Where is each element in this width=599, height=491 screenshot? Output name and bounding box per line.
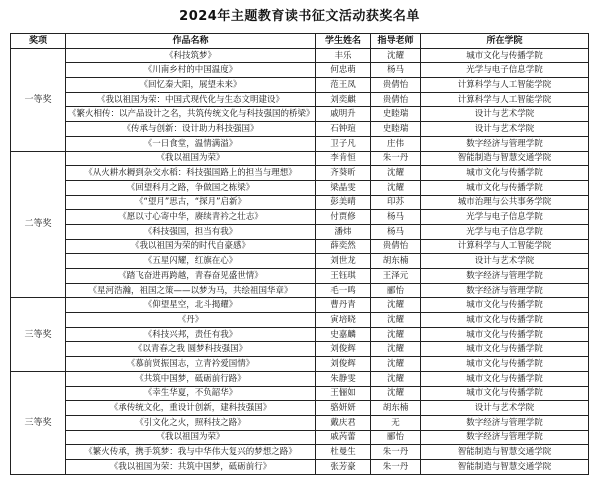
teacher-name-cell: 庄伟 (371, 136, 421, 151)
work-title-cell: 《我以祖国为荣》 (66, 430, 316, 445)
table-row (11, 269, 589, 284)
work-title-cell: 《我以祖国为荣：中国式现代化与生态文明建设》 (66, 92, 316, 107)
student-name-cell: 刘俊辉 (316, 342, 371, 357)
table-row (11, 430, 589, 445)
work-title-cell: 《繁火传承，携手筑梦：我与中华伟大复兴的梦想之路》 (66, 445, 316, 460)
work-title-cell: 《科技兴邦，责任有我》 (66, 327, 316, 342)
teacher-name-cell: 印苏 (371, 195, 421, 210)
college-cell: 城市文化与传播学院 (421, 180, 589, 195)
table-row (11, 122, 589, 137)
teacher-name-cell: 沈耀 (371, 298, 421, 313)
college-cell: 计算科学与人工智能学院 (421, 239, 589, 254)
table-row (11, 48, 589, 63)
student-name-cell: 毛一鸣 (316, 283, 371, 298)
student-name-cell: 戚明升 (316, 107, 371, 122)
table-row (11, 136, 589, 151)
teacher-name-cell: 郦怡 (371, 430, 421, 445)
college-cell: 数字经济与管理学院 (421, 430, 589, 445)
college-cell: 城市文化与传播学院 (421, 386, 589, 401)
work-title-cell: 《“望月”思古，“探月”启新》 (66, 195, 316, 210)
work-title-cell: 《我以祖国为荣的时代自豪感》 (66, 239, 316, 254)
award-level-cell: 一等奖 (11, 48, 66, 151)
header-teacher: 指导老师 (371, 34, 421, 49)
work-title-cell: 《共筑中国梦，砥砺前行路》 (66, 371, 316, 386)
college-cell: 光学与电子信息学院 (421, 224, 589, 239)
work-title-cell: 《一日食堂，温情满溢》 (66, 136, 316, 151)
teacher-name-cell: 胡东楠 (371, 401, 421, 416)
college-cell: 光学与电子信息学院 (421, 63, 589, 78)
teacher-name-cell: 朱一丹 (371, 459, 421, 474)
header-work: 作品名称 (66, 34, 316, 49)
header-award: 奖项 (11, 34, 66, 49)
table-row (11, 342, 589, 357)
teacher-name-cell: 贵倩怡 (371, 239, 421, 254)
work-title-cell: 《踏飞奋进再跨越，青春奋见盛世情》 (66, 269, 316, 284)
teacher-name-cell: 贵倩怡 (371, 78, 421, 93)
college-cell: 计算科学与人工智能学院 (421, 92, 589, 107)
award-level-cell: 三等奖 (11, 371, 66, 474)
teacher-name-cell: 沈耀 (371, 48, 421, 63)
award-table (10, 33, 589, 475)
table-row (11, 445, 589, 460)
student-name-cell: 刘世龙 (316, 254, 371, 269)
teacher-name-cell: 朱一丹 (371, 151, 421, 166)
teacher-name-cell: 杨马 (371, 224, 421, 239)
work-title-cell: 《传承与创新：设计助力科技强国》 (66, 122, 316, 137)
teacher-name-cell: 沈耀 (371, 166, 421, 181)
teacher-name-cell: 史睦瑞 (371, 122, 421, 137)
college-cell: 数字经济与管理学院 (421, 415, 589, 430)
work-title-cell: 《五星闪耀，红旗在心》 (66, 254, 316, 269)
college-cell: 设计与艺术学院 (421, 107, 589, 122)
table-row (11, 313, 589, 328)
work-title-cell: 《科技强国，担当有我》 (66, 224, 316, 239)
college-cell: 光学与电子信息学院 (421, 210, 589, 225)
student-name-cell: 丰乐 (316, 48, 371, 63)
award-table-body (11, 48, 589, 474)
college-cell: 城市文化与传播学院 (421, 342, 589, 357)
table-row (11, 63, 589, 78)
teacher-name-cell: 胡东楠 (371, 254, 421, 269)
college-cell: 智能制造与智慧交通学院 (421, 151, 589, 166)
table-row (11, 92, 589, 107)
college-cell: 城市文化与传播学院 (421, 371, 589, 386)
student-name-cell: 王俪如 (316, 386, 371, 401)
work-title-cell: 《引文化之火，照科技之路》 (66, 415, 316, 430)
table-row (11, 195, 589, 210)
work-title-cell: 《从火耕水耨到杂交水稻：科技强国路上的担当与理想》 (66, 166, 316, 181)
work-title-cell: 《以青春之我 圆梦科技强国》 (66, 342, 316, 357)
student-name-cell: 石钟瑄 (316, 122, 371, 137)
student-name-cell: 王钰琪 (316, 269, 371, 284)
student-name-cell: 潘炜 (316, 224, 371, 239)
student-name-cell: 戚芮蕾 (316, 430, 371, 445)
work-title-cell: 《慕前贤振国志，立青衿爱国情》 (66, 357, 316, 372)
work-title-cell: 《丹》 (66, 313, 316, 328)
document-title: 2024年主题教育读书征文活动获奖名单 (179, 9, 420, 24)
college-cell: 设计与艺术学院 (421, 122, 589, 137)
work-title-cell: 《川南乡村的中国温度》 (66, 63, 316, 78)
teacher-name-cell: 沈耀 (371, 180, 421, 195)
teacher-name-cell: 沈耀 (371, 386, 421, 401)
college-cell: 数字经济与管理学院 (421, 136, 589, 151)
student-name-cell: 刘奕麒 (316, 92, 371, 107)
table-row (11, 283, 589, 298)
student-name-cell: 薛奕然 (316, 239, 371, 254)
work-title-cell: 《愿以寸心寄中华，赓续青衿之壮志》 (66, 210, 316, 225)
teacher-name-cell: 杨马 (371, 63, 421, 78)
table-row (11, 239, 589, 254)
college-cell: 数字经济与管理学院 (421, 269, 589, 284)
header-student: 学生姓名 (316, 34, 371, 49)
student-name-cell: 梁晶雯 (316, 180, 371, 195)
student-name-cell: 戴庆君 (316, 415, 371, 430)
work-title-cell: 《承传统文化，重设计创新，建科技强国》 (66, 401, 316, 416)
college-cell: 数字经济与管理学院 (421, 283, 589, 298)
teacher-name-cell: 沈耀 (371, 342, 421, 357)
work-title-cell: 《繁火相传：以产品设计之名，共筑传统文化与科技强国的桥梁》 (66, 107, 316, 122)
student-name-cell: 张芳豪 (316, 459, 371, 474)
header-college: 所在学院 (421, 34, 589, 49)
table-row (11, 210, 589, 225)
college-cell: 城市文化与传播学院 (421, 327, 589, 342)
teacher-name-cell: 朱一丹 (371, 445, 421, 460)
table-row (11, 151, 589, 166)
header-row (11, 34, 589, 49)
work-title-cell: 《仰望星空，北斗揭耀》 (66, 298, 316, 313)
teacher-name-cell: 沈耀 (371, 371, 421, 386)
college-cell: 设计与艺术学院 (421, 401, 589, 416)
work-title-cell: 《幸生华夏，不负韶华》 (66, 386, 316, 401)
table-row (11, 166, 589, 181)
student-name-cell: 范王凤 (316, 78, 371, 93)
work-title-cell: 《回忆秦大阳，展望未来》 (66, 78, 316, 93)
table-row (11, 107, 589, 122)
student-name-cell: 彭美晴 (316, 195, 371, 210)
table-row (11, 298, 589, 313)
teacher-name-cell: 沈耀 (371, 327, 421, 342)
work-title-cell: 《回望科月之路，争做国之栋梁》 (66, 180, 316, 195)
table-row (11, 401, 589, 416)
student-name-cell: 曹丹青 (316, 298, 371, 313)
college-cell: 城市文化与传播学院 (421, 48, 589, 63)
college-cell: 智能制造与智慧交通学院 (421, 445, 589, 460)
student-name-cell: 史嘉麟 (316, 327, 371, 342)
work-title-cell: 《我以祖国为荣》 (66, 151, 316, 166)
college-cell: 设计与艺术学院 (421, 254, 589, 269)
table-row (11, 386, 589, 401)
college-cell: 城市文化与传播学院 (421, 313, 589, 328)
student-name-cell: 何忠萌 (316, 63, 371, 78)
table-row (11, 459, 589, 474)
student-name-cell: 杜曼生 (316, 445, 371, 460)
table-row (11, 327, 589, 342)
student-name-cell: 刘俊辉 (316, 357, 371, 372)
student-name-cell: 付贾修 (316, 210, 371, 225)
teacher-name-cell: 杨马 (371, 210, 421, 225)
student-name-cell: 齐葵昕 (316, 166, 371, 181)
table-row (11, 254, 589, 269)
work-title-cell: 《星河浩瀚，祖国之策——以梦为马，共绘祖国华章》 (66, 283, 316, 298)
award-level-cell: 二等奖 (11, 151, 66, 298)
work-title-cell: 《我以祖国为荣：共筑中国梦，砥砺前行》 (66, 459, 316, 474)
teacher-name-cell: 贵倩怡 (371, 92, 421, 107)
table-row (11, 371, 589, 386)
college-cell: 城市治理与公共事务学院 (421, 195, 589, 210)
teacher-name-cell: 无 (371, 415, 421, 430)
table-row (11, 415, 589, 430)
award-level-cell: 三等奖 (11, 298, 66, 371)
student-name-cell: 寅培晓 (316, 313, 371, 328)
college-cell: 计算科学与人工智能学院 (421, 78, 589, 93)
teacher-name-cell: 沈耀 (371, 313, 421, 328)
college-cell: 智能制造与智慧交通学院 (421, 459, 589, 474)
student-name-cell: 朱静雯 (316, 371, 371, 386)
teacher-name-cell: 沈耀 (371, 357, 421, 372)
teacher-name-cell: 史睦瑞 (371, 107, 421, 122)
student-name-cell: 卫子凡 (316, 136, 371, 151)
college-cell: 城市文化与传播学院 (421, 166, 589, 181)
table-row (11, 357, 589, 372)
table-row (11, 180, 589, 195)
student-name-cell: 骆妍妍 (316, 401, 371, 416)
teacher-name-cell: 王泽元 (371, 269, 421, 284)
work-title-cell: 《科技筑梦》 (66, 48, 316, 63)
table-row (11, 224, 589, 239)
table-row (11, 78, 589, 93)
student-name-cell: 李肯恒 (316, 151, 371, 166)
college-cell: 城市文化与传播学院 (421, 298, 589, 313)
college-cell: 城市文化与传播学院 (421, 357, 589, 372)
teacher-name-cell: 郦怡 (371, 283, 421, 298)
